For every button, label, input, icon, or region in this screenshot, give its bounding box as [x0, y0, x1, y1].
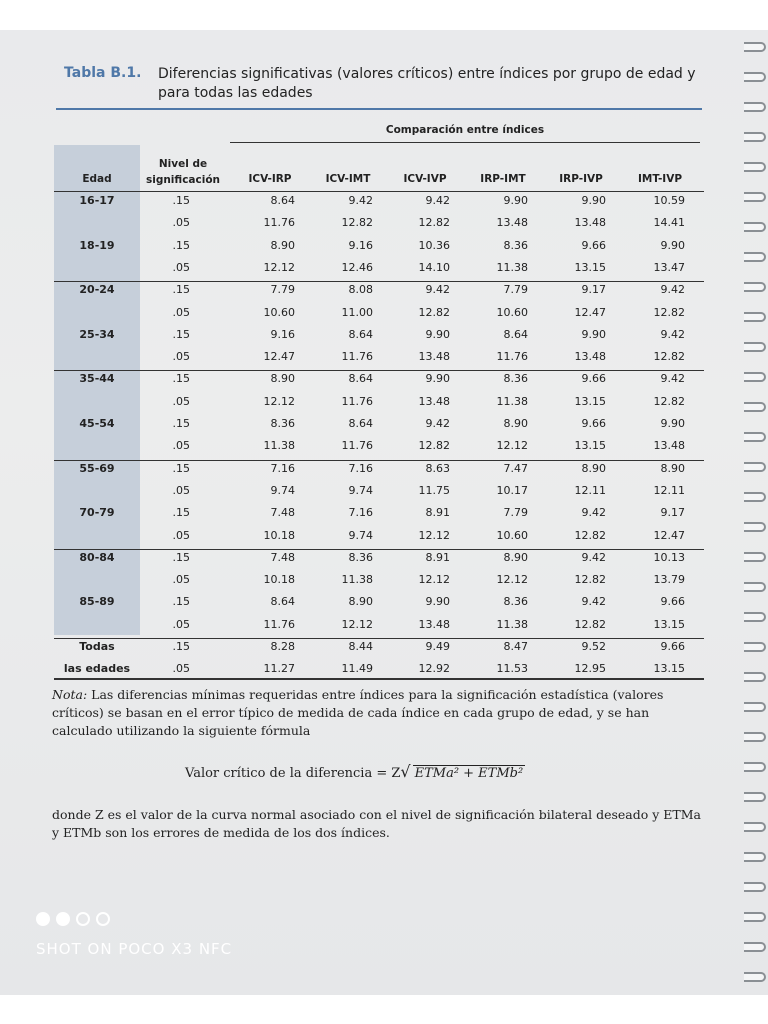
- table-cell: 8.90: [348, 595, 373, 609]
- age-group-label: 55-69: [79, 461, 115, 475]
- table-cell: 12.95: [574, 662, 606, 676]
- note-paragraph: [52, 686, 702, 740]
- table-label: Tabla B.1.: [64, 65, 142, 81]
- significance-level: .05: [172, 394, 190, 408]
- table-cell: 12.82: [653, 305, 685, 319]
- table-cell: 13.48: [653, 439, 685, 453]
- table-cell: 10.18: [263, 573, 295, 587]
- table-cell: 12.82: [418, 439, 450, 453]
- age-group-label: 45-54: [79, 417, 115, 430]
- group-divider: [54, 460, 704, 461]
- table-cell: 9.90: [425, 595, 450, 609]
- table-cell: 9.42: [425, 194, 450, 207]
- age-group-label: 25-34: [79, 327, 115, 341]
- spiral-coil: [744, 222, 766, 232]
- comparison-header: Comparación entre índices: [385, 124, 545, 136]
- table-cell: 9.42: [425, 283, 450, 297]
- table-cell: 12.12: [341, 617, 373, 631]
- table-cell: 7.47: [503, 461, 528, 475]
- table-cell: 8.36: [348, 550, 373, 564]
- table-cell: 8.36: [503, 238, 528, 252]
- table-cell: 9.90: [503, 194, 528, 207]
- table-cell: 7.79: [503, 283, 528, 297]
- table-cell: 12.82: [653, 394, 685, 408]
- table-cell: 9.74: [270, 483, 295, 497]
- column-header: IMT-IVP: [637, 173, 683, 185]
- table-cell: 8.64: [348, 417, 373, 430]
- table-cell: 13.15: [574, 394, 606, 408]
- table-cell: 9.90: [425, 372, 450, 386]
- table-cell: 8.64: [348, 327, 373, 341]
- table-cell: 7.79: [503, 506, 528, 520]
- table-cell: 8.47: [503, 640, 528, 653]
- table-cell: 9.16: [348, 238, 373, 252]
- table-cell: 12.82: [574, 528, 606, 542]
- spiral-binding: [740, 30, 768, 995]
- significance-level: .05: [172, 573, 190, 587]
- significance-level: .05: [172, 617, 190, 631]
- spiral-coil: [744, 42, 766, 52]
- table-cell: 13.15: [574, 260, 606, 274]
- significance-level: .05: [172, 260, 190, 274]
- spiral-coil: [744, 912, 766, 922]
- table-cell: 13.48: [418, 394, 450, 408]
- significance-level: .15: [172, 506, 190, 520]
- table-cell: 11.00: [341, 305, 373, 319]
- significance-level: .05: [172, 350, 190, 364]
- table-cell: 9.74: [348, 528, 373, 542]
- table-cell: 12.47: [263, 350, 295, 364]
- table-cell: 9.42: [581, 506, 606, 520]
- spiral-coil: [744, 402, 766, 412]
- spiral-coil: [744, 192, 766, 202]
- table-cell: 11.76: [263, 617, 295, 631]
- header-nivel: Nivel de significación: [145, 158, 221, 186]
- table-cell: 9.42: [660, 327, 685, 341]
- table-cell: 13.48: [418, 617, 450, 631]
- table-cell: 8.64: [270, 194, 295, 207]
- spiral-coil: [744, 252, 766, 262]
- table-cell: 8.36: [503, 372, 528, 386]
- spiral-coil: [744, 612, 766, 622]
- table-cell: 10.13: [653, 550, 685, 564]
- table-cell: 9.90: [581, 327, 606, 341]
- table-cell: 9.49: [425, 640, 450, 653]
- table-cell: 12.47: [653, 528, 685, 542]
- spiral-coil: [744, 102, 766, 112]
- table-cell: 9.42: [660, 283, 685, 297]
- age-group-label: 70-79: [79, 506, 115, 520]
- table-cell: 13.48: [418, 350, 450, 364]
- spiral-coil: [744, 792, 766, 802]
- column-header: IRP-IVP: [559, 173, 603, 185]
- spiral-coil: [744, 492, 766, 502]
- significance-level: .05: [172, 305, 190, 319]
- group-divider: [54, 281, 704, 282]
- table-cell: 12.12: [263, 394, 295, 408]
- table-cell: 7.16: [348, 461, 373, 475]
- significance-level: .15: [172, 461, 190, 475]
- formula: Valor crítico de la diferencia = Z√ ETMa² + ETMb²: [185, 762, 524, 781]
- significance-level: .05: [172, 662, 190, 676]
- spiral-coil: [744, 642, 766, 652]
- table-cell: 7.48: [270, 550, 295, 564]
- table-cell: 9.42: [581, 595, 606, 609]
- age-group-label: 16-17: [79, 194, 115, 207]
- spiral-coil: [744, 552, 766, 562]
- significance-level: .15: [172, 417, 190, 430]
- table-cell: 8.91: [425, 550, 450, 564]
- title-divider: [56, 108, 702, 110]
- formula-rhs: ETMa² + ETMb²: [414, 766, 524, 781]
- significance-level: .05: [172, 483, 190, 497]
- table-cell: 12.12: [496, 573, 528, 587]
- spiral-coil: [744, 672, 766, 682]
- spiral-coil: [744, 522, 766, 532]
- table-cell: 10.59: [653, 194, 685, 207]
- significance-level: .15: [172, 372, 190, 386]
- table-cell: 11.38: [496, 394, 528, 408]
- spiral-coil: [744, 342, 766, 352]
- table-cell: 14.41: [653, 216, 685, 230]
- camera-watermark: SHOT ON POCO X3 NFC: [36, 940, 233, 958]
- table-cell: 11.53: [496, 662, 528, 676]
- table-cell: 11.38: [341, 573, 373, 587]
- spiral-coil: [744, 732, 766, 742]
- age-group-label: 18-19: [79, 238, 115, 252]
- table-cell: 8.90: [503, 417, 528, 430]
- table-cell: 8.63: [425, 461, 450, 475]
- table-cell: 11.76: [341, 350, 373, 364]
- note-label: Nota:: [52, 687, 88, 702]
- dot-icon: [76, 912, 90, 926]
- table-cell: 12.82: [341, 216, 373, 230]
- table-cell: 8.28: [270, 640, 295, 653]
- table-cell: 12.11: [653, 483, 685, 497]
- table-cell: 11.76: [341, 394, 373, 408]
- table-cell: 9.42: [581, 550, 606, 564]
- significance-level: .15: [172, 550, 190, 564]
- spiral-coil: [744, 942, 766, 952]
- header-edad: Edad: [82, 173, 112, 185]
- significance-level: .05: [172, 439, 190, 453]
- table-cell: 9.90: [425, 327, 450, 341]
- table-bottom-rule: [54, 678, 704, 680]
- table-cell: 10.36: [418, 238, 450, 252]
- table-cell: 8.91: [425, 506, 450, 520]
- table-cell: 9.42: [425, 417, 450, 430]
- table-cell: 8.90: [270, 238, 295, 252]
- table-cell: 10.18: [263, 528, 295, 542]
- age-group-label: Todas: [79, 640, 115, 653]
- table-cell: 12.82: [418, 216, 450, 230]
- dot-icon: [96, 912, 110, 926]
- comparison-divider: [230, 142, 700, 143]
- spiral-coil: [744, 372, 766, 382]
- column-header: IRP-IMT: [480, 173, 526, 185]
- significance-level: .05: [172, 528, 190, 542]
- column-header: ICV-IMT: [325, 173, 371, 185]
- significance-level: .15: [172, 283, 190, 297]
- table-cell: 10.60: [496, 528, 528, 542]
- table-cell: 7.48: [270, 506, 295, 520]
- table-cell: 11.75: [418, 483, 450, 497]
- table-cell: 12.11: [574, 483, 606, 497]
- age-group-label: 20-24: [79, 283, 115, 297]
- spiral-coil: [744, 132, 766, 142]
- table-cell: 10.17: [496, 483, 528, 497]
- table-cell: 8.36: [270, 417, 295, 430]
- spiral-coil: [744, 582, 766, 592]
- table-cell: 9.17: [660, 506, 685, 520]
- table-cell: 7.16: [348, 506, 373, 520]
- significance-level: .15: [172, 327, 190, 341]
- table-cell: 8.90: [270, 372, 295, 386]
- spiral-coil: [744, 462, 766, 472]
- table-cell: 8.44: [348, 640, 373, 653]
- table-title: Diferencias significativas (valores críticos) entre índices por grupo de edad y para todas las edades: [158, 66, 696, 101]
- table-cell: 9.17: [581, 283, 606, 297]
- table-cell: 10.60: [263, 305, 295, 319]
- spiral-coil: [744, 972, 766, 982]
- table-cell: 8.08: [348, 283, 373, 297]
- note-text: Las diferencias mínimas requeridas entre índices para la significación estadística (valores críticos) se basan en el error típico de medida de cada índice en cada grupo de edad, y se han calculado utilizando la siguiente fórmula: [52, 687, 664, 738]
- table-cell: 8.90: [660, 461, 685, 475]
- table-cell: 12.12: [418, 573, 450, 587]
- significance-level: .05: [172, 216, 190, 230]
- table-cell: 13.15: [653, 662, 685, 676]
- table-cell: 9.90: [660, 417, 685, 430]
- table-cell: 9.74: [348, 483, 373, 497]
- table-cell: 8.90: [503, 550, 528, 564]
- table-cell: 13.48: [574, 216, 606, 230]
- table-cell: 8.64: [503, 327, 528, 341]
- camera-dots: [36, 912, 110, 926]
- table-cell: 9.66: [581, 238, 606, 252]
- spiral-coil: [744, 822, 766, 832]
- significance-level: .15: [172, 238, 190, 252]
- spiral-coil: [744, 702, 766, 712]
- table-cell: 9.16: [270, 327, 295, 341]
- table-cell: 9.42: [660, 372, 685, 386]
- table-cell: 9.52: [581, 640, 606, 653]
- table-cell: 12.82: [653, 350, 685, 364]
- table-cell: 12.92: [418, 662, 450, 676]
- age-group-label: las edades: [63, 662, 131, 676]
- table-cell: 8.90: [581, 461, 606, 475]
- table-cell: 13.79: [653, 573, 685, 587]
- table-cell: 12.47: [574, 305, 606, 319]
- table-cell: 13.15: [574, 439, 606, 453]
- table-cell: 14.10: [418, 260, 450, 274]
- age-group-label: 85-89: [79, 595, 115, 609]
- column-header: ICV-IRP: [248, 173, 292, 185]
- significance-level: .15: [172, 595, 190, 609]
- spiral-coil: [744, 282, 766, 292]
- table-cell: 9.66: [581, 372, 606, 386]
- significance-level: .15: [172, 640, 190, 653]
- table-cell: 11.38: [496, 260, 528, 274]
- table-cell: 12.12: [418, 528, 450, 542]
- table-cell: 11.76: [263, 216, 295, 230]
- table-cell: 9.90: [660, 238, 685, 252]
- table-cell: 13.48: [574, 350, 606, 364]
- table-cell: 12.82: [418, 305, 450, 319]
- age-group-label: 35-44: [79, 372, 115, 386]
- table-cell: 12.46: [341, 260, 373, 274]
- spiral-coil: [744, 882, 766, 892]
- table-cell: 9.66: [660, 595, 685, 609]
- table-cell: 8.64: [348, 372, 373, 386]
- dot-icon: [36, 912, 50, 926]
- table-cell: 12.82: [574, 573, 606, 587]
- header-divider: [54, 191, 704, 192]
- significance-level: .15: [172, 194, 190, 207]
- table-cell: 10.60: [496, 305, 528, 319]
- spiral-coil: [744, 162, 766, 172]
- table-cell: 8.36: [503, 595, 528, 609]
- dot-icon: [56, 912, 70, 926]
- spiral-coil: [744, 432, 766, 442]
- table-cell: 11.76: [341, 439, 373, 453]
- table-cell: 12.82: [574, 617, 606, 631]
- formula-lhs: Valor crítico de la diferencia = Z: [185, 766, 401, 781]
- table-cell: 9.90: [581, 194, 606, 207]
- table-cell: 9.66: [581, 417, 606, 430]
- table-cell: 7.16: [270, 461, 295, 475]
- group-divider: [54, 549, 704, 550]
- table-cell: 12.12: [496, 439, 528, 453]
- table-cell: 9.66: [660, 640, 685, 653]
- group-divider: [54, 370, 704, 371]
- table-cell: 11.27: [263, 662, 295, 676]
- table-cell: 11.38: [496, 617, 528, 631]
- table-cell: 11.49: [341, 662, 373, 676]
- table-cell: 11.38: [263, 439, 295, 453]
- age-group-label: 80-84: [79, 550, 115, 564]
- table-cell: 11.76: [496, 350, 528, 364]
- spiral-coil: [744, 852, 766, 862]
- spiral-coil: [744, 72, 766, 82]
- spiral-coil: [744, 312, 766, 322]
- table-cell: 13.15: [653, 617, 685, 631]
- table-cell: 9.42: [348, 194, 373, 207]
- column-header: ICV-IVP: [403, 173, 447, 185]
- table-cell: 7.79: [270, 283, 295, 297]
- table-cell: 12.12: [263, 260, 295, 274]
- table-cell: 13.47: [653, 260, 685, 274]
- group-divider: [54, 638, 704, 639]
- table-cell: 13.48: [496, 216, 528, 230]
- where-paragraph: donde Z es el valor de la curva normal asociado con el nivel de significación bilateral deseado y ETMa y ETMb son los errores de medida de los dos índices.: [52, 807, 701, 840]
- table-cell: 8.64: [270, 595, 295, 609]
- spiral-coil: [744, 762, 766, 772]
